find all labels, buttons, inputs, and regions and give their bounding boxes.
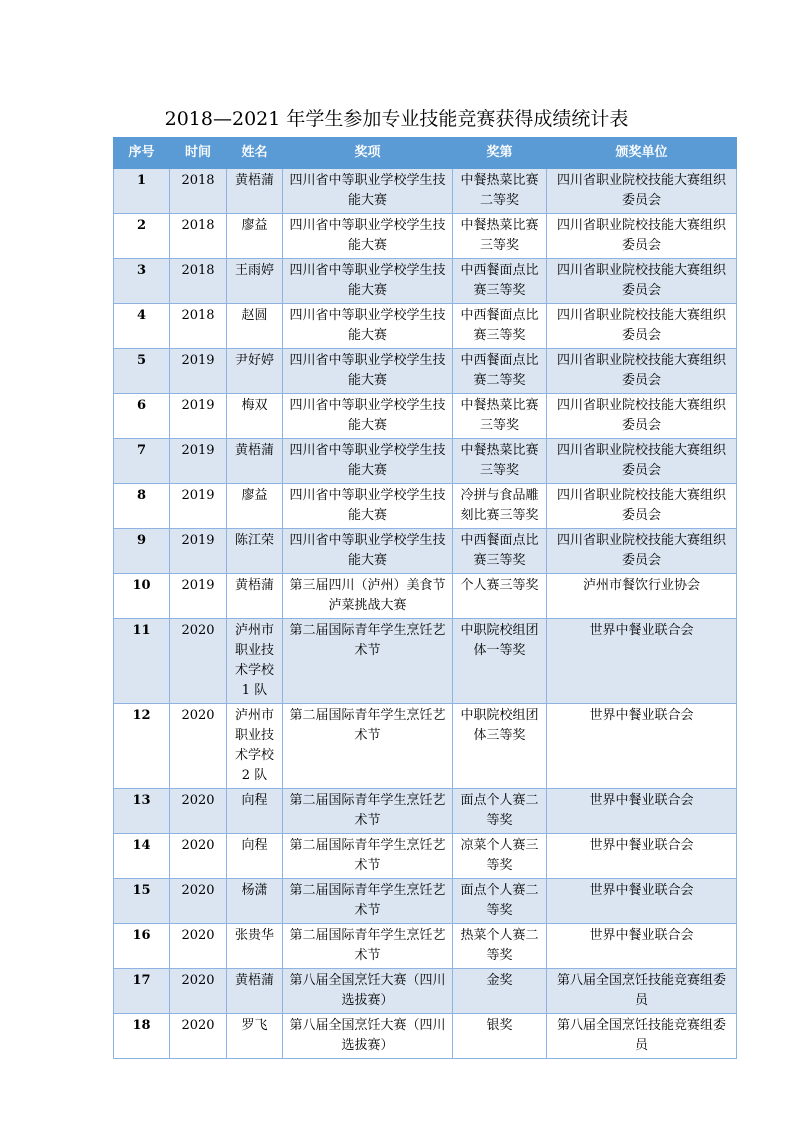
cell-award: 第八届全国烹饪大赛（四川选拔赛） [283,1014,453,1059]
cell-index: 1 [114,169,170,214]
cell-index: 9 [114,529,170,574]
table-row [114,1014,737,1059]
table-row [114,834,737,879]
cell-issuer: 世界中餐业联合会 [547,619,737,704]
cell-year: 2018 [170,169,227,214]
header-issuer: 颁奖单位 [547,138,737,169]
cell-year: 2019 [170,484,227,529]
header-name: 姓名 [227,138,283,169]
cell-award: 第二届国际青年学生烹饪艺术节 [283,924,453,969]
cell-award: 第二届国际青年学生烹饪艺术节 [283,879,453,924]
cell-year: 2019 [170,529,227,574]
cell-issuer: 四川省职业院校技能大赛组织委员会 [547,259,737,304]
cell-name: 张贵华 [227,924,283,969]
cell-year: 2020 [170,789,227,834]
cell-index: 5 [114,349,170,394]
cell-issuer: 世界中餐业联合会 [547,789,737,834]
table-row [114,619,737,704]
cell-year: 2018 [170,214,227,259]
cell-name: 尹好婷 [227,349,283,394]
cell-index: 7 [114,439,170,484]
cell-year: 2018 [170,259,227,304]
cell-award: 四川省中等职业学校学生技能大赛 [283,484,453,529]
table-row [114,169,737,214]
cell-index: 8 [114,484,170,529]
cell-year: 2020 [170,879,227,924]
cell-name: 泸州市职业技术学校 2 队 [227,704,283,789]
cell-rank: 中西餐面点比赛二等奖 [453,349,547,394]
cell-index: 3 [114,259,170,304]
cell-award: 四川省中等职业学校学生技能大赛 [283,259,453,304]
cell-issuer: 四川省职业院校技能大赛组织委员会 [547,529,737,574]
page-title: 2018—2021 年学生参加专业技能竞赛获得成绩统计表 [164,108,629,130]
cell-year: 2020 [170,969,227,1014]
cell-name: 罗飞 [227,1014,283,1059]
cell-name: 陈江荣 [227,529,283,574]
cell-award: 四川省中等职业学校学生技能大赛 [283,529,453,574]
cell-year: 2019 [170,349,227,394]
cell-issuer: 四川省职业院校技能大赛组织委员会 [547,394,737,439]
cell-rank: 中餐热菜比赛三等奖 [453,439,547,484]
cell-issuer: 泸州市餐饮行业协会 [547,574,737,619]
cell-issuer: 世界中餐业联合会 [547,834,737,879]
cell-rank: 面点个人赛二等奖 [453,789,547,834]
header-index: 序号 [114,138,170,169]
cell-rank: 中西餐面点比赛三等奖 [453,304,547,349]
table-row [114,394,737,439]
cell-index: 6 [114,394,170,439]
cell-award: 四川省中等职业学校学生技能大赛 [283,439,453,484]
cell-name: 廖益 [227,214,283,259]
cell-award: 第二届国际青年学生烹饪艺术节 [283,704,453,789]
cell-issuer: 四川省职业院校技能大赛组织委员会 [547,349,737,394]
cell-rank: 中西餐面点比赛三等奖 [453,259,547,304]
cell-name: 梅双 [227,394,283,439]
cell-name: 黄梧蒲 [227,574,283,619]
cell-name: 赵圆 [227,304,283,349]
cell-issuer: 四川省职业院校技能大赛组织委员会 [547,304,737,349]
cell-name: 杨潇 [227,879,283,924]
cell-award: 四川省中等职业学校学生技能大赛 [283,304,453,349]
table-row [114,304,737,349]
cell-name: 向程 [227,789,283,834]
cell-name: 黄梧蒲 [227,969,283,1014]
table-row [114,529,737,574]
table-row [114,704,737,789]
table-row [114,789,737,834]
table-row [114,924,737,969]
table-row [114,259,737,304]
cell-award: 四川省中等职业学校学生技能大赛 [283,169,453,214]
table-row [114,969,737,1014]
cell-index: 12 [114,704,170,789]
cell-award: 四川省中等职业学校学生技能大赛 [283,214,453,259]
cell-rank: 中职院校组团体三等奖 [453,704,547,789]
cell-year: 2019 [170,574,227,619]
cell-index: 2 [114,214,170,259]
cell-name: 泸州市职业技术学校 1 队 [227,619,283,704]
cell-index: 10 [114,574,170,619]
cell-award: 第八届全国烹饪大赛（四川选拔赛） [283,969,453,1014]
cell-issuer: 第八届全国烹饪技能竞赛组委员 [547,969,737,1014]
cell-rank: 中职院校组团体一等奖 [453,619,547,704]
cell-year: 2020 [170,704,227,789]
cell-year: 2019 [170,439,227,484]
cell-rank: 热菜个人赛二等奖 [453,924,547,969]
cell-issuer: 四川省职业院校技能大赛组织委员会 [547,214,737,259]
header-award: 奖项 [283,138,453,169]
cell-year: 2020 [170,1014,227,1059]
cell-index: 15 [114,879,170,924]
cell-issuer: 四川省职业院校技能大赛组织委员会 [547,169,737,214]
header-year: 时间 [170,138,227,169]
cell-year: 2020 [170,924,227,969]
table-row [114,879,737,924]
cell-rank: 冷拼与食品雕刻比赛三等奖 [453,484,547,529]
cell-rank: 中餐热菜比赛三等奖 [453,214,547,259]
cell-rank: 面点个人赛二等奖 [453,879,547,924]
table-row [114,349,737,394]
cell-award: 第三届四川（泸州）美食节泸菜挑战大赛 [283,574,453,619]
cell-index: 4 [114,304,170,349]
cell-issuer: 四川省职业院校技能大赛组织委员会 [547,484,737,529]
cell-index: 14 [114,834,170,879]
cell-rank: 凉菜个人赛三等奖 [453,834,547,879]
cell-index: 18 [114,1014,170,1059]
cell-year: 2018 [170,304,227,349]
cell-award: 四川省中等职业学校学生技能大赛 [283,394,453,439]
table-header-row [114,138,737,169]
cell-issuer: 世界中餐业联合会 [547,879,737,924]
cell-issuer: 第八届全国烹饪技能竞赛组委员 [547,1014,737,1059]
cell-issuer: 世界中餐业联合会 [547,924,737,969]
table-row [114,484,737,529]
cell-name: 向程 [227,834,283,879]
cell-name: 廖益 [227,484,283,529]
cell-rank: 中西餐面点比赛三等奖 [453,529,547,574]
cell-name: 王雨婷 [227,259,283,304]
cell-issuer: 世界中餐业联合会 [547,704,737,789]
cell-award: 第二届国际青年学生烹饪艺术节 [283,834,453,879]
cell-rank: 金奖 [453,969,547,1014]
cell-index: 11 [114,619,170,704]
table-row [114,214,737,259]
cell-award: 四川省中等职业学校学生技能大赛 [283,349,453,394]
cell-name: 黄梧蒲 [227,439,283,484]
cell-index: 17 [114,969,170,1014]
cell-rank: 中餐热菜比赛二等奖 [453,169,547,214]
cell-rank: 中餐热菜比赛三等奖 [453,394,547,439]
cell-rank: 银奖 [453,1014,547,1059]
awards-table [113,137,737,1059]
header-rank: 奖第 [453,138,547,169]
cell-year: 2020 [170,834,227,879]
cell-issuer: 四川省职业院校技能大赛组织委员会 [547,439,737,484]
cell-index: 13 [114,789,170,834]
cell-rank: 个人赛三等奖 [453,574,547,619]
cell-index: 16 [114,924,170,969]
cell-award: 第二届国际青年学生烹饪艺术节 [283,789,453,834]
cell-year: 2019 [170,394,227,439]
table-row [114,439,737,484]
cell-year: 2020 [170,619,227,704]
table-row [114,574,737,619]
cell-award: 第二届国际青年学生烹饪艺术节 [283,619,453,704]
cell-name: 黄梧蒲 [227,169,283,214]
